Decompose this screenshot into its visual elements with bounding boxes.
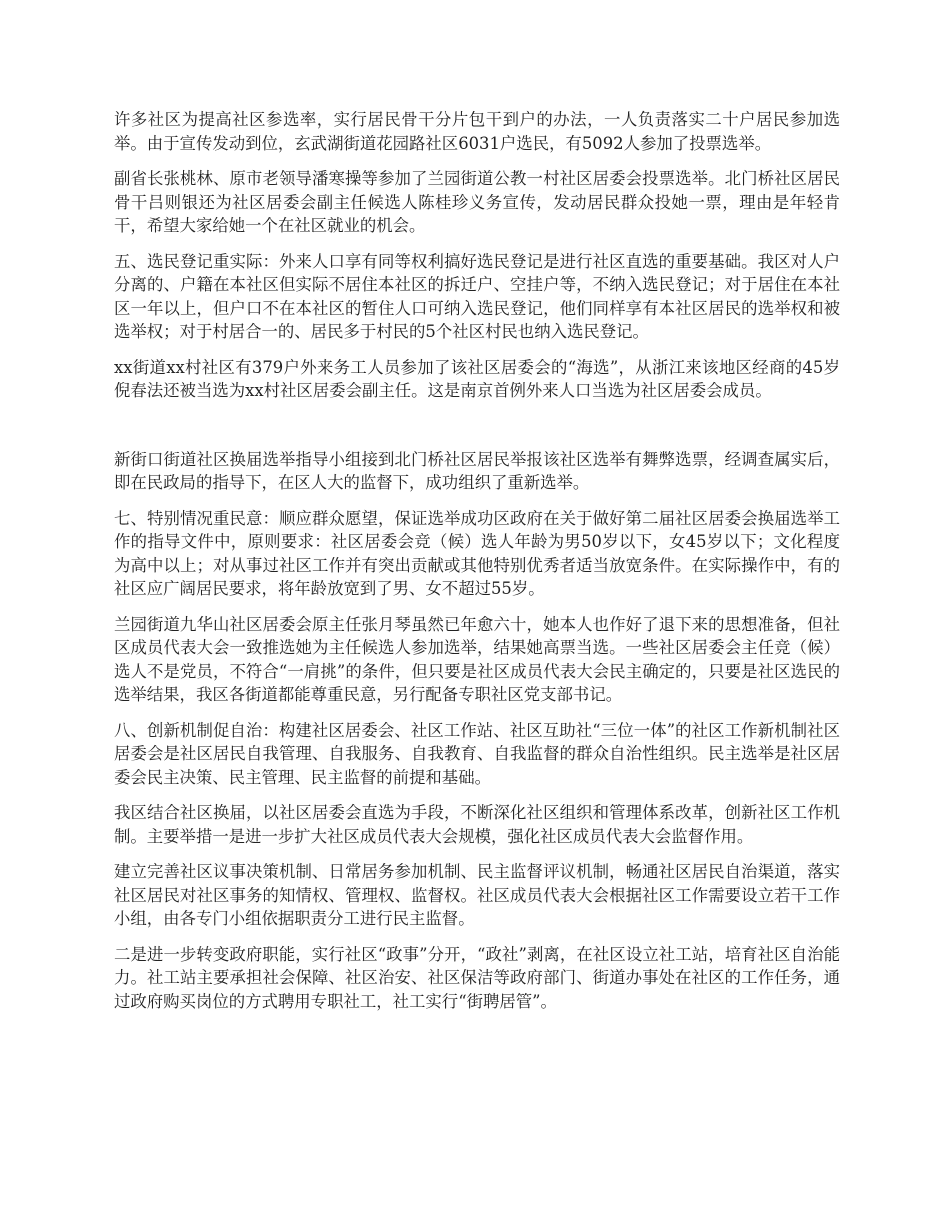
paragraph-8: 八、创新机制促自治：构建社区居委会、社区工作站、社区互助社“三位一体”的社区工作新机制社区居委会是社区居民自我管理、自我服务、自我教育、自我监督的群众自治性组织。民主选举是社区居委会民主决策、民主管理、民主监督的前提和基础。: [114, 720, 840, 787]
paragraph-4: xx街道xx村社区有379户外来务工人员参加了该社区居委会的“海选”，从浙江来该地区经商的45岁倪春法还被当选为xx村社区居委会副主任。这是南京首例外来人口当选为社区居委会成员。: [114, 357, 840, 400]
paragraph-3: 五、选民登记重实际：外来人口享有同等权利搞好选民登记是进行社区直选的重要基础。我区对人户分离的、户籍在本社区但实际不居住本社区的拆迁户、空挂户等，不纳入选民登记；对于居住在本社区一年以上，但户口不在本社区的暂住人口可纳入选民登记，他们同样享有本社区居民的选举权和被选举权；对于村居合一的、居民多于村民的5个社区村民也纳入选民登记。: [114, 251, 840, 341]
paragraph-1: 许多社区为提高社区参选率，实行居民骨干分片包干到户的办法，一人负责落实二十户居民参加选举。由于宣传发动到位，玄武湖街道花园路社区6031户选民，有5092人参加了投票选举。: [114, 110, 840, 153]
paragraph-10: 建立完善社区议事决策机制、日常居务参加机制、民主监督评议机制，畅通社区居民自治渠道，落实社区居民对社区事务的知情权、管理权、监督权。社区成员代表大会根据社区工作需要设立若干工作小组，由各专门小组依据职责分工进行民主监督。: [114, 862, 840, 928]
paragraph-11: 二是进一步转变政府职能，实行社区“政事”分开，“政社”剥离，在社区设立社工站，培育社区自治能力。社工站主要承担社会保障、社区治安、社区保洁等政府部门、街道办事处在社区的工作任务，通过政府购买岗位的方式聘用专职社工，社工实行“街聘居管”。: [114, 944, 840, 1011]
paragraph-7: 兰园街道九华山社区居委会原主任张月琴虽然已年愈六十，她本人也作好了退下来的思想准备，但社区成员代表大会一致推选她为主任候选人参加选举，结果她高票当选。一些社区居委会主任竞（候）选人不是党员，不符合“一肩挑”的条件，但只要是社区成员代表大会民主确定的，只要是社区选民的选举结果，我区各街道都能尊重民意，另行配备专职社区党支部书记。: [114, 614, 840, 704]
paragraph-5: 新街口街道社区换届选举指导小组接到北门桥社区居民举报该社区选举有舞弊选票，经调查属实后，即在民政局的指导下，在区人大的监督下，成功组织了重新选举。: [114, 449, 840, 492]
paragraph-6: 七、特别情况重民意：顺应群众愿望，保证选举成功区政府在关于做好第二届社区居委会换届选举工作的指导文件中，原则要求：社区居委会竞（候）选人年龄为男50岁以下，女45岁以下；文化程度为高中以上；对从事过社区工作并有突出贡献或其他特别优秀者适当放宽条件。在实际操作中，有的社区应广阔居民要求，将年龄放宽到了男、女不超过55岁。: [114, 508, 840, 598]
paragraph-9: 我区结合社区换届，以社区居委会直选为手段，不断深化社区组织和管理体系改革，创新社区工作机制。主要举措一是进一步扩大社区成员代表大会规模，强化社区成员代表大会监督作用。: [114, 803, 840, 846]
paragraph-2: 副省长张桃林、原市老领导潘寒操等参加了兰园街道公教一村社区居委会投票选举。北门桥社区居民骨干吕则银还为社区居委会副主任候选人陈桂珍义务宣传，发动居民群众投她一票，理由是年轻肯干，希望大家给她一个在社区就业的机会。: [114, 169, 840, 235]
document-body: [114, 108, 840, 1025]
